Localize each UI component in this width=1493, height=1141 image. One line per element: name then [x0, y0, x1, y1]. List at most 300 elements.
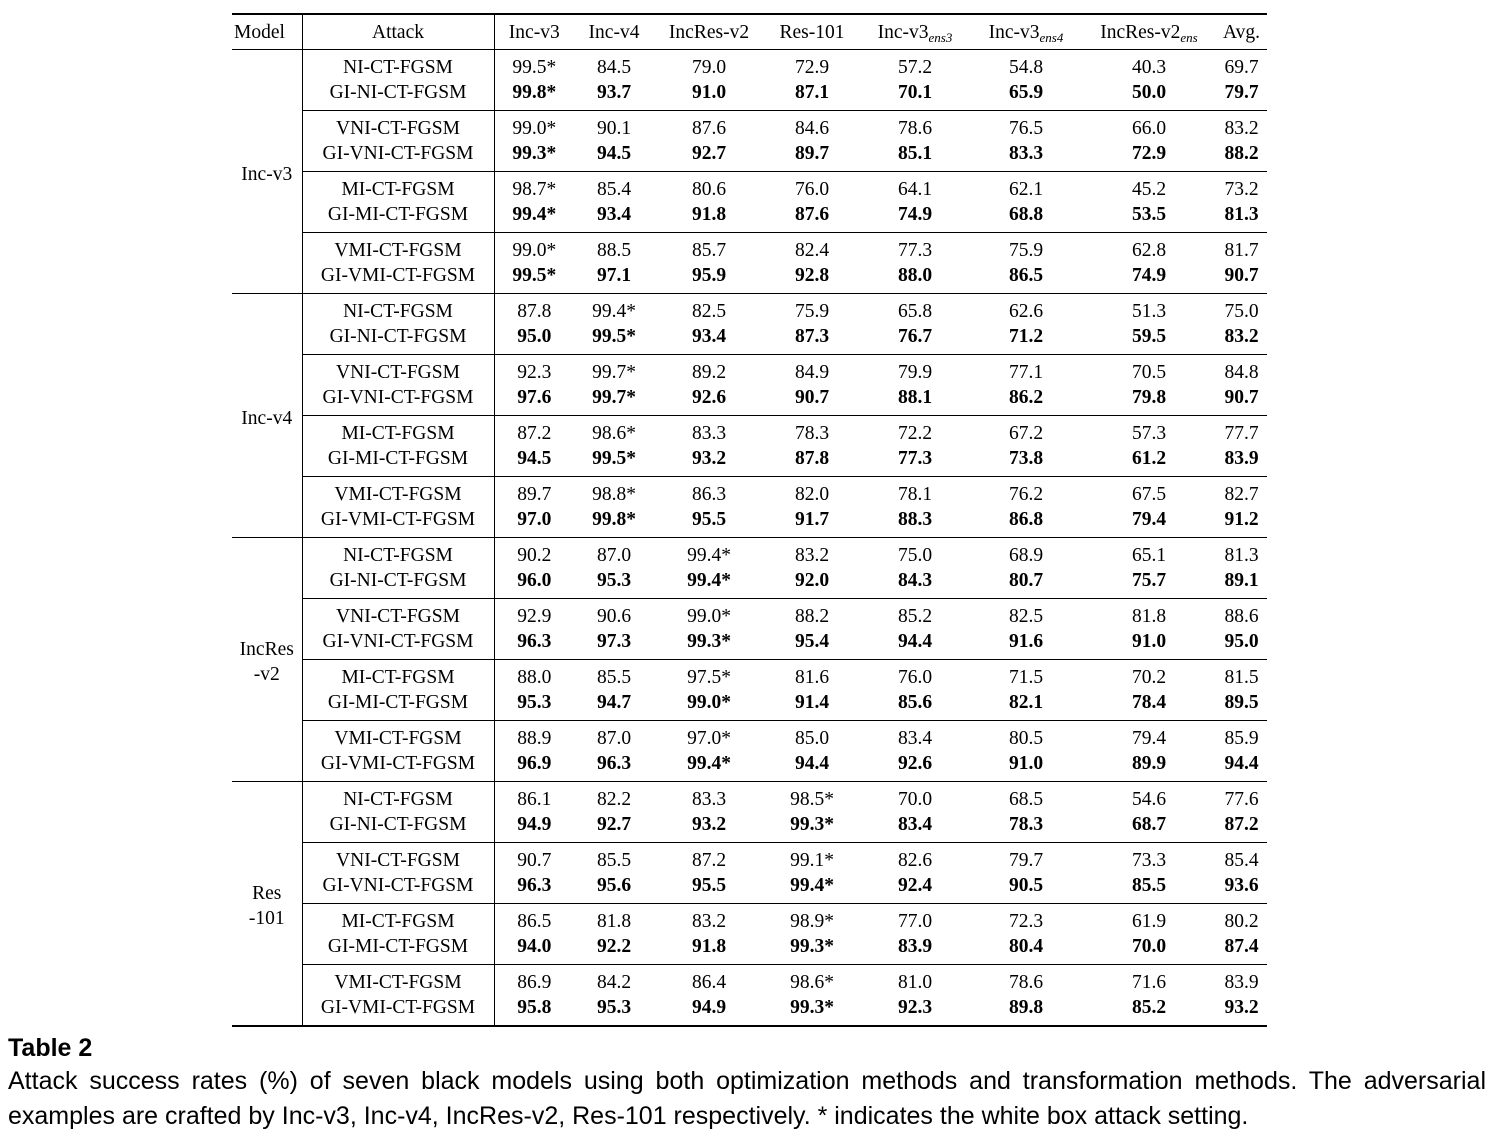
- column-header-label: Inc-v3: [877, 21, 929, 43]
- table-row: [232, 50, 1267, 81]
- value-cell: 78.6: [897, 118, 933, 139]
- value-cell: 82.2: [596, 789, 632, 810]
- attack-name-cell: GI-NI-CT-FGSM: [302, 568, 494, 599]
- attack-name-cell: GI-MI-CT-FGSM: [302, 690, 494, 721]
- column-header: [494, 14, 574, 50]
- value-cell: 88.0: [517, 667, 552, 688]
- value-cell: 87.6: [691, 118, 727, 139]
- value-cell: 88.1: [860, 385, 970, 416]
- value-cell: 85.7: [691, 240, 727, 261]
- value-cell: 79.8: [1082, 385, 1216, 416]
- value-cell: 77.3: [860, 446, 970, 477]
- model-name-line: IncRes: [239, 639, 294, 660]
- value-cell: 91.0: [1082, 629, 1216, 660]
- attack-name-cell: MI-CT-FGSM: [302, 904, 494, 935]
- value-cell: 75.0: [897, 545, 933, 566]
- value-cell: 76.2: [1008, 484, 1044, 505]
- attack-name-cell: MI-CT-FGSM: [302, 416, 494, 447]
- table-row: [232, 873, 1267, 904]
- value-cell: 85.9: [1224, 728, 1259, 749]
- value-cell: 94.4: [860, 629, 970, 660]
- value-cell: 97.1: [574, 263, 654, 294]
- value-cell: 80.2: [1224, 911, 1259, 932]
- value-cell: 94.5: [494, 446, 574, 477]
- value-cell: 94.9: [494, 812, 574, 843]
- column-header: [860, 14, 970, 50]
- value-cell: 92.3: [897, 997, 933, 1018]
- value-cell: 85.6: [860, 690, 970, 721]
- value-cell: 82.7: [1224, 484, 1259, 505]
- attack-name-cell: NI-CT-FGSM: [302, 782, 494, 813]
- value-cell: 73.2: [1224, 179, 1259, 200]
- value-cell: 92.9: [517, 606, 552, 627]
- value-cell: 85.5: [596, 667, 632, 688]
- value-cell: 84.3: [860, 568, 970, 599]
- column-header-label: Inc-v4: [588, 21, 640, 43]
- value-cell: 53.5: [1082, 202, 1216, 233]
- attack-name-cell: GI-MI-CT-FGSM: [302, 202, 494, 233]
- value-cell: 83.3: [970, 141, 1082, 172]
- table-row: [232, 324, 1267, 355]
- attack-name-cell: VMI-CT-FGSM: [302, 721, 494, 752]
- results-table: [232, 13, 1267, 1027]
- value-cell: 89.9: [1082, 751, 1216, 782]
- attack-name-cell: MI-CT-FGSM: [302, 172, 494, 203]
- value-cell: 96.3: [574, 751, 654, 782]
- value-cell: 96.3: [494, 873, 574, 904]
- value-cell: 99.7*: [574, 385, 654, 416]
- value-cell: 99.3*: [764, 934, 860, 965]
- value-cell: 92.0: [764, 568, 860, 599]
- value-cell: 82.0: [794, 484, 830, 505]
- value-cell: 76.5: [1008, 118, 1044, 139]
- table-row: [232, 355, 1267, 386]
- value-cell: 88.0: [860, 263, 970, 294]
- value-cell: 85.2: [1131, 997, 1167, 1018]
- table-row: [232, 568, 1267, 599]
- value-cell: 99.4*: [687, 545, 731, 566]
- value-cell: 71.6: [1131, 972, 1167, 993]
- attack-name-cell: VMI-CT-FGSM: [302, 233, 494, 264]
- attack-name-cell: GI-NI-CT-FGSM: [302, 80, 494, 111]
- value-cell: 81.6: [794, 667, 830, 688]
- value-cell: 84.5: [596, 57, 632, 78]
- value-cell: 91.0: [654, 80, 764, 111]
- value-cell: 76.7: [860, 324, 970, 355]
- table-row: [232, 904, 1267, 935]
- attack-name-cell: NI-CT-FGSM: [302, 50, 494, 81]
- value-cell: 70.0: [1082, 934, 1216, 965]
- value-cell: 99.0*: [687, 606, 731, 627]
- value-cell: 98.9*: [790, 911, 834, 932]
- value-cell: 75.0: [1224, 301, 1259, 322]
- table-row: [232, 416, 1267, 447]
- value-cell: 85.2: [897, 606, 933, 627]
- value-cell: 62.1: [1008, 179, 1044, 200]
- table-row: [232, 629, 1267, 660]
- table-row: [232, 446, 1267, 477]
- attack-name-cell: NI-CT-FGSM: [302, 294, 494, 325]
- value-cell: 99.4*: [654, 568, 764, 599]
- value-cell: 68.7: [1082, 812, 1216, 843]
- value-cell: 70.1: [860, 80, 970, 111]
- value-cell: 91.7: [764, 507, 860, 538]
- value-cell: 74.9: [1082, 263, 1216, 294]
- value-cell: 85.1: [860, 141, 970, 172]
- header-row: [232, 14, 1267, 50]
- attack-name-cell: MI-CT-FGSM: [302, 660, 494, 691]
- table-row: [232, 690, 1267, 721]
- value-cell: 81.5: [1224, 667, 1259, 688]
- value-cell: 88.3: [860, 507, 970, 538]
- value-cell: 85.5: [596, 850, 632, 871]
- value-cell: 95.8: [517, 997, 552, 1018]
- value-cell: 68.9: [1008, 545, 1044, 566]
- value-cell: 87.0: [596, 728, 632, 749]
- column-header-label: IncRes-v2: [1100, 21, 1181, 43]
- value-cell: 82.1: [970, 690, 1082, 721]
- table-row: [232, 995, 1267, 1026]
- value-cell: 71.2: [970, 324, 1082, 355]
- value-cell: 83.4: [897, 728, 933, 749]
- value-cell: 99.3*: [790, 997, 834, 1018]
- value-cell: 75.9: [1008, 240, 1044, 261]
- value-cell: 99.3*: [494, 141, 574, 172]
- value-cell: 85.0: [794, 728, 830, 749]
- table-row: [232, 751, 1267, 782]
- value-cell: 57.2: [897, 57, 933, 78]
- value-cell: 95.0: [1216, 629, 1267, 660]
- value-cell: 90.1: [596, 118, 632, 139]
- value-cell: 95.5: [654, 507, 764, 538]
- value-cell: 94.9: [691, 997, 727, 1018]
- value-cell: 87.4: [1216, 934, 1267, 965]
- value-cell: 85.4: [1224, 850, 1259, 871]
- value-cell: 88.2: [794, 606, 830, 627]
- value-cell: 65.9: [970, 80, 1082, 111]
- value-cell: 75.7: [1082, 568, 1216, 599]
- value-cell: 89.7: [764, 141, 860, 172]
- table-row: [232, 812, 1267, 843]
- value-cell: 89.8: [1008, 997, 1044, 1018]
- value-cell: 82.6: [897, 850, 933, 871]
- value-cell: 98.6*: [790, 972, 834, 993]
- value-cell: 83.4: [860, 812, 970, 843]
- attack-name-cell: GI-VNI-CT-FGSM: [302, 141, 494, 172]
- attack-column-header: Attack: [302, 14, 494, 50]
- value-cell: 96.0: [494, 568, 574, 599]
- value-cell: 90.7: [1216, 385, 1267, 416]
- value-cell: 83.2: [691, 911, 727, 932]
- table-row: [232, 233, 1267, 264]
- value-cell: 99.0*: [654, 690, 764, 721]
- model-name-line: Inc-v4: [241, 407, 293, 429]
- value-cell: 92.6: [654, 385, 764, 416]
- attack-name-cell: GI-NI-CT-FGSM: [302, 324, 494, 355]
- value-cell: 78.6: [1008, 972, 1044, 993]
- value-cell: 62.8: [1131, 240, 1167, 261]
- value-cell: 91.2: [1216, 507, 1267, 538]
- value-cell: 81.8: [596, 911, 632, 932]
- attack-name-cell: GI-MI-CT-FGSM: [302, 446, 494, 477]
- value-cell: 86.2: [970, 385, 1082, 416]
- model-name-line: -101: [248, 908, 285, 929]
- value-cell: 78.1: [897, 484, 933, 505]
- value-cell: 86.5: [970, 263, 1082, 294]
- value-cell: 99.3*: [654, 629, 764, 660]
- value-cell: 99.8*: [494, 80, 574, 111]
- value-cell: 72.3: [1008, 911, 1044, 932]
- value-cell: 99.4*: [494, 202, 574, 233]
- attack-name-cell: NI-CT-FGSM: [302, 538, 494, 569]
- value-cell: 97.6: [494, 385, 574, 416]
- value-cell: 87.8: [764, 446, 860, 477]
- table-row: [232, 172, 1267, 203]
- value-cell: 92.8: [764, 263, 860, 294]
- value-cell: 72.9: [1082, 141, 1216, 172]
- value-cell: 87.0: [596, 545, 632, 566]
- value-cell: 77.1: [1008, 362, 1044, 383]
- value-cell: 97.0: [494, 507, 574, 538]
- value-cell: 51.3: [1131, 301, 1167, 322]
- value-cell: 91.8: [654, 202, 764, 233]
- value-cell: 94.5: [574, 141, 654, 172]
- value-cell: 86.9: [517, 972, 552, 993]
- value-cell: 81.8: [1131, 606, 1167, 627]
- value-cell: 98.7*: [512, 179, 557, 200]
- value-cell: 80.5: [1008, 728, 1044, 749]
- value-cell: 68.5: [1008, 789, 1044, 810]
- value-cell: 93.2: [654, 446, 764, 477]
- value-cell: 80.6: [691, 179, 727, 200]
- value-cell: 95.5: [654, 873, 764, 904]
- value-cell: 86.8: [970, 507, 1082, 538]
- value-cell: 87.3: [764, 324, 860, 355]
- value-cell: 89.1: [1216, 568, 1267, 599]
- attack-name-cell: GI-MI-CT-FGSM: [302, 934, 494, 965]
- value-cell: 95.3: [494, 690, 574, 721]
- value-cell: 62.6: [1008, 301, 1044, 322]
- value-cell: 72.2: [897, 423, 933, 444]
- value-cell: 99.3*: [764, 812, 860, 843]
- table-row: [232, 507, 1267, 538]
- column-header-subscript: ens3: [928, 29, 953, 45]
- value-cell: 93.7: [574, 80, 654, 111]
- value-cell: 68.8: [970, 202, 1082, 233]
- attack-name-cell: GI-NI-CT-FGSM: [302, 812, 494, 843]
- value-cell: 71.5: [1008, 667, 1044, 688]
- model-name-line: -v2: [253, 664, 280, 685]
- value-cell: 91.0: [970, 751, 1082, 782]
- table-row: [232, 202, 1267, 233]
- value-cell: 86.5: [517, 911, 552, 932]
- value-cell: 80.4: [970, 934, 1082, 965]
- table-row: [232, 934, 1267, 965]
- value-cell: 97.3: [574, 629, 654, 660]
- value-cell: 94.7: [574, 690, 654, 721]
- value-cell: 87.2: [1216, 812, 1267, 843]
- table-row: [232, 477, 1267, 508]
- value-cell: 90.2: [517, 545, 552, 566]
- table-row: [232, 385, 1267, 416]
- value-cell: 89.2: [691, 362, 727, 383]
- value-cell: 65.1: [1131, 545, 1167, 566]
- table-row: [232, 80, 1267, 111]
- value-cell: 83.3: [691, 789, 727, 810]
- value-cell: 76.0: [897, 667, 933, 688]
- value-cell: 78.3: [970, 812, 1082, 843]
- value-cell: 82.5: [691, 301, 727, 322]
- value-cell: 92.6: [860, 751, 970, 782]
- value-cell: 90.5: [970, 873, 1082, 904]
- value-cell: 74.9: [860, 202, 970, 233]
- value-cell: 83.9: [860, 934, 970, 965]
- value-cell: 99.5*: [494, 263, 574, 294]
- value-cell: 88.6: [1224, 606, 1259, 627]
- value-cell: 87.2: [517, 423, 552, 444]
- attack-name-cell: VNI-CT-FGSM: [302, 599, 494, 630]
- value-cell: 70.0: [897, 789, 933, 810]
- column-header: [764, 14, 860, 50]
- value-cell: 67.5: [1131, 484, 1167, 505]
- value-cell: 93.2: [654, 812, 764, 843]
- model-name-cell: [232, 538, 302, 782]
- column-header-label: Avg.: [1222, 21, 1260, 43]
- value-cell: 87.6: [764, 202, 860, 233]
- table-row: [232, 782, 1267, 813]
- table-row: [232, 599, 1267, 630]
- value-cell: 90.7: [764, 385, 860, 416]
- value-cell: 78.4: [1082, 690, 1216, 721]
- value-cell: 96.9: [494, 751, 574, 782]
- column-header: [1216, 14, 1267, 50]
- attack-name-cell: VNI-CT-FGSM: [302, 355, 494, 386]
- value-cell: 93.4: [654, 324, 764, 355]
- value-cell: 90.7: [1216, 263, 1267, 294]
- value-cell: 61.2: [1082, 446, 1216, 477]
- value-cell: 95.6: [574, 873, 654, 904]
- value-cell: 79.7: [1008, 850, 1044, 871]
- table-row: [232, 141, 1267, 172]
- value-cell: 99.4*: [654, 751, 764, 782]
- value-cell: 95.4: [764, 629, 860, 660]
- caption-text: Attack success rates (%) of seven black models using both optimization methods and transformation methods. The adversarial examples are crafted by Inc-v3, Inc-v4, IncRes-v2, Res-101 respectively. * indicates the white box attack setting.: [8, 1067, 1486, 1130]
- column-header: [654, 14, 764, 50]
- value-cell: 89.5: [1216, 690, 1267, 721]
- value-cell: 84.8: [1224, 362, 1259, 383]
- table-row: [232, 660, 1267, 691]
- attack-name-cell: GI-VNI-CT-FGSM: [302, 629, 494, 660]
- model-column-header: Model: [232, 14, 302, 50]
- table-body: [232, 50, 1267, 1027]
- value-cell: 81.3: [1224, 545, 1259, 566]
- value-cell: 93.2: [1224, 997, 1259, 1018]
- value-cell: 97.5*: [687, 667, 731, 688]
- value-cell: 90.6: [596, 606, 632, 627]
- value-cell: 54.8: [1008, 57, 1044, 78]
- value-cell: 87.1: [764, 80, 860, 111]
- column-header: [970, 14, 1082, 50]
- attack-name-cell: GI-VMI-CT-FGSM: [302, 507, 494, 538]
- value-cell: 73.8: [970, 446, 1082, 477]
- column-header-subscript: ens: [1180, 29, 1198, 45]
- value-cell: 88.9: [517, 728, 552, 749]
- value-cell: 69.7: [1224, 57, 1259, 78]
- table-row: [232, 965, 1267, 996]
- value-cell: 45.2: [1131, 179, 1167, 200]
- table-row: [232, 263, 1267, 294]
- value-cell: 95.0: [494, 324, 574, 355]
- value-cell: 90.7: [517, 850, 552, 871]
- model-name-line: Inc-v3: [241, 163, 293, 185]
- attack-name-cell: GI-VMI-CT-FGSM: [302, 751, 494, 782]
- value-cell: 77.7: [1224, 423, 1259, 444]
- value-cell: 79.0: [691, 57, 727, 78]
- value-cell: 81.0: [897, 972, 933, 993]
- value-cell: 95.3: [574, 568, 654, 599]
- value-cell: 75.9: [794, 301, 830, 322]
- value-cell: 99.5*: [574, 446, 654, 477]
- value-cell: 91.8: [654, 934, 764, 965]
- value-cell: 95.3: [596, 997, 632, 1018]
- model-name-cell: [232, 782, 302, 1027]
- value-cell: 88.2: [1216, 141, 1267, 172]
- value-cell: 57.3: [1131, 423, 1167, 444]
- value-cell: 99.0*: [512, 118, 557, 139]
- value-cell: 83.2: [1216, 324, 1267, 355]
- value-cell: 93.6: [1216, 873, 1267, 904]
- value-cell: 88.5: [596, 240, 632, 261]
- value-cell: 81.7: [1224, 240, 1259, 261]
- value-cell: 78.3: [794, 423, 830, 444]
- value-cell: 87.2: [691, 850, 727, 871]
- value-cell: 91.4: [764, 690, 860, 721]
- value-cell: 94.0: [494, 934, 574, 965]
- value-cell: 83.2: [794, 545, 830, 566]
- value-cell: 82.4: [794, 240, 830, 261]
- value-cell: 93.4: [574, 202, 654, 233]
- value-cell: 85.4: [596, 179, 632, 200]
- value-cell: 79.7: [1216, 80, 1267, 111]
- model-name-line: Res: [252, 883, 282, 904]
- value-cell: 83.9: [1216, 446, 1267, 477]
- value-cell: 76.0: [794, 179, 830, 200]
- value-cell: 66.0: [1131, 118, 1167, 139]
- value-cell: 99.0*: [512, 240, 557, 261]
- column-header-label: Res-101: [779, 21, 845, 43]
- value-cell: 98.8*: [592, 484, 636, 505]
- value-cell: 91.6: [970, 629, 1082, 660]
- attack-name-cell: GI-VMI-CT-FGSM: [302, 263, 494, 294]
- value-cell: 99.5*: [512, 57, 557, 78]
- table-row: [232, 538, 1267, 569]
- value-cell: 73.3: [1131, 850, 1167, 871]
- column-header-label: Inc-v3: [988, 21, 1040, 43]
- value-cell: 92.2: [574, 934, 654, 965]
- value-cell: 92.7: [654, 141, 764, 172]
- value-cell: 83.2: [1224, 118, 1259, 139]
- value-cell: 72.9: [794, 57, 830, 78]
- value-cell: 54.6: [1131, 789, 1167, 810]
- column-header: [574, 14, 654, 50]
- table-row: [232, 721, 1267, 752]
- value-cell: 86.1: [517, 789, 552, 810]
- value-cell: 87.8: [517, 301, 552, 322]
- column-header-label: Inc-v3: [508, 21, 560, 43]
- column-header-subscript: ens4: [1039, 29, 1064, 45]
- value-cell: 70.5: [1131, 362, 1167, 383]
- value-cell: 64.1: [897, 179, 933, 200]
